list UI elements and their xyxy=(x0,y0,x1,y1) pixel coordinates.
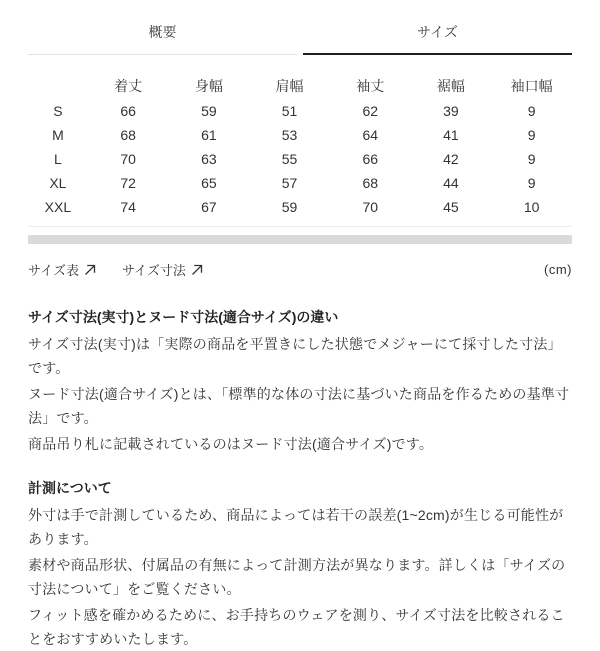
external-link-icon xyxy=(84,264,96,276)
measurement-cell: 72 xyxy=(120,175,136,191)
size-chart-link[interactable] xyxy=(28,260,96,279)
size-table xyxy=(28,69,572,219)
horizontal-scrollbar[interactable] xyxy=(28,235,572,244)
measurement-cell: 39 xyxy=(443,103,459,119)
section-measurement xyxy=(28,477,572,651)
size-table-row xyxy=(28,99,572,123)
measurement-cell: 10 xyxy=(523,199,540,215)
column-header-body-length: 着丈 xyxy=(114,78,143,94)
measurement-cell: 51 xyxy=(281,103,298,119)
size-table-row xyxy=(28,195,572,219)
size-label-cell: XL xyxy=(49,175,67,191)
measurement-cell: 41 xyxy=(443,127,459,143)
tab-overview[interactable]: 概要 xyxy=(28,12,297,55)
size-column-spacer xyxy=(28,69,88,99)
measurement-cell: 70 xyxy=(362,199,379,215)
measurement-cell: 59 xyxy=(201,103,217,119)
size-table-row xyxy=(28,123,572,147)
measurement-cell: 68 xyxy=(362,175,379,191)
measurement-cell: 65 xyxy=(201,175,217,191)
measurement-cell: 9 xyxy=(527,127,536,143)
measurement-cell: 74 xyxy=(120,199,136,215)
column-header-shoulder: 肩幅 xyxy=(275,78,304,94)
measurement-cell: 55 xyxy=(281,151,298,167)
measurement-cell: 68 xyxy=(120,127,136,143)
size-label-cell: S xyxy=(53,103,63,119)
section-heading: 計測について xyxy=(28,479,112,496)
measurement-cell: 64 xyxy=(362,127,379,143)
measurement-cell: 66 xyxy=(362,151,379,167)
measurement-cell: 45 xyxy=(443,199,459,215)
section-paragraph: サイズ寸法(実寸)は「実際の商品を平置きにした状態でメジャーにて採寸した寸法」です。 xyxy=(28,336,562,376)
measurement-cell: 61 xyxy=(201,127,217,143)
measurement-cell: 53 xyxy=(281,127,298,143)
measurement-cell: 9 xyxy=(527,103,536,119)
measurement-cell: 62 xyxy=(362,103,379,119)
external-link-icon xyxy=(191,264,203,276)
column-header-hem: 裾幅 xyxy=(436,78,465,94)
section-paragraph: 商品吊り札に記載されているのはヌード寸法(適合サイズ)です。 xyxy=(28,436,434,453)
size-chart-link-label: サイズ表 xyxy=(28,263,79,278)
size-dimensions-link[interactable] xyxy=(122,260,203,279)
size-table-header-row xyxy=(28,69,572,99)
measurement-cell: 9 xyxy=(527,175,536,191)
section-paragraph: 外寸は手で計測しているため、商品によっては若干の誤差(1~2cm)が生じる可能性があります。 xyxy=(28,507,564,547)
measurement-cell: 67 xyxy=(201,199,217,215)
measurement-cell: 59 xyxy=(281,199,298,215)
measurement-cell: 63 xyxy=(201,151,217,167)
links-row xyxy=(28,260,572,279)
tab-size[interactable]: サイズ xyxy=(303,12,572,55)
section-paragraph: フィット感を確かめるために、お手持ちのウェアを測り、サイズ寸法を比較されることをおすすめいたします。 xyxy=(28,607,565,647)
size-label-cell: L xyxy=(54,151,62,167)
size-table-container xyxy=(28,69,572,227)
tab-bar xyxy=(28,0,572,55)
size-label-cell: M xyxy=(52,127,64,143)
measurement-cell: 44 xyxy=(443,175,459,191)
section-size-definition xyxy=(28,306,572,457)
column-header-body-width: 身幅 xyxy=(194,78,223,94)
measurement-cell: 57 xyxy=(281,175,298,191)
size-table-row xyxy=(28,171,572,195)
measurement-cell: 9 xyxy=(527,151,536,167)
measurement-cell: 70 xyxy=(120,151,136,167)
column-header-cuff: 袖口幅 xyxy=(510,78,553,94)
column-header-sleeve: 袖丈 xyxy=(356,78,385,94)
size-label-cell: XXL xyxy=(44,199,72,215)
section-paragraph: ヌード寸法(適合サイズ)とは、「標準的な体の寸法に基づいた商品を作るための基準寸法」です。 xyxy=(28,386,570,426)
size-dimensions-link-label: サイズ寸法 xyxy=(121,263,186,278)
unit-label: (cm) xyxy=(544,262,572,277)
measurement-cell: 42 xyxy=(443,151,459,167)
size-table-row xyxy=(28,147,572,171)
section-paragraph: 素材や商品形状、付属品の有無によって計測方法が異なります。詳しくは「サイズの寸法について」をご覧ください。 xyxy=(28,557,566,597)
section-heading: サイズ寸法(実寸)とヌード寸法(適合サイズ)の違い xyxy=(28,309,339,325)
measurement-cell: 66 xyxy=(120,103,136,119)
